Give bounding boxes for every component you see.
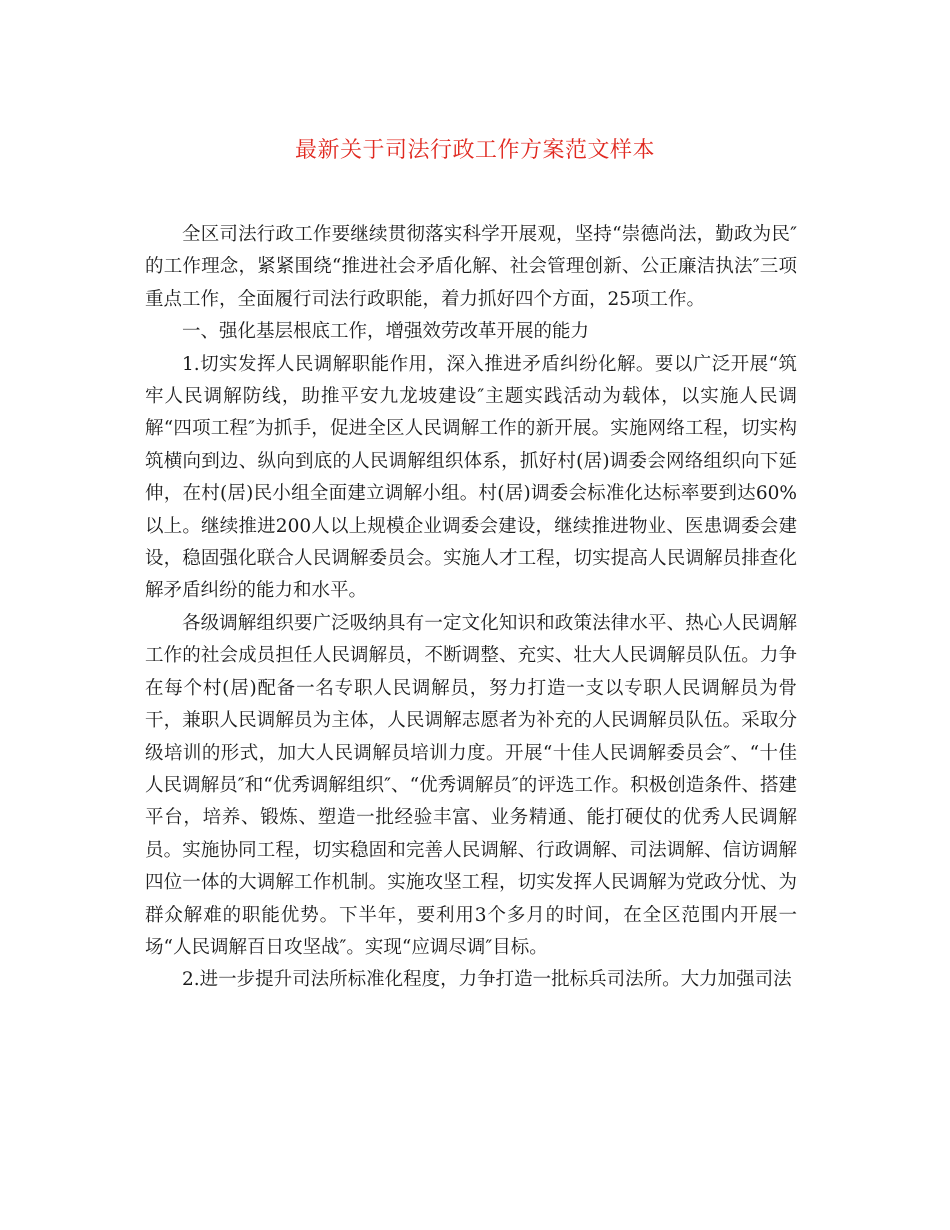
paragraph-item-1: 1.切实发挥人民调解职能作用，深入推进矛盾纠纷化解。要以广泛开展“筑牢人民调解防线，助推平安九龙坡建设″主题实践活动为载体，以实施人民调解“四项工程″为抓手，促进全区人民调解工作的新开展。实施网络工程，切实构筑横向到边、纵向到底的人民调解组织体系，抓好村(居)调委会网络组织向下延伸，在村(居)民小组全面建立调解小组。村(居)调委会标准化达标率要到达60%以上。继续推进200人以上规模企业调委会建设，继续推进物业、医患调委会建设，稳固强化联合人民调解委员会。实施人才工程，切实提高人民调解员排查化解矛盾纠纷的能力和水平。: [145, 353, 797, 602]
paragraph-intro: 全区司法行政工作要继续贯彻落实科学开展观，坚持“崇德尚法，勤政为民″的工作理念，紧紧围绕“推进社会矛盾化解、社会管理创新、公正廉洁执法″三项重点工作，全面履行司法行政职能，着力抓好四个方面，25项工作。: [145, 224, 797, 310]
document-title: 最新关于司法行政工作方案范文样本: [294, 138, 655, 163]
paragraph-item-2: 2.进一步提升司法所标准化程度，力争打造一批标兵司法所。大力加强司法: [182, 969, 792, 991]
document-body: [145, 219, 797, 997]
paragraph-mediators: 各级调解组织要广泛吸纳具有一定文化知识和政策法律水平、热心人民调解工作的社会成员担任人民调解员，不断调整、充实、壮大人民调解员队伍。力争在每个村(居)配备一名专职人民调解员，努力打造一支以专职人民调解员为骨干，兼职人民调解员为主体，人民调解志愿者为补充的人民调解员队伍。采取分级培训的形式，加大人民调解员培训力度。开展“十佳人民调解委员会″、“十佳人民调解员″和“优秀调解组织″、“优秀调解员″的评选工作。积极创造条件、搭建平台，培养、锻炼、塑造一批经验丰富、业务精通、能打硬仗的优秀人民调解员。实施协同工程，切实稳固和完善人民调解、行政调解、司法调解、信访调解四位一体的大调解工作机制。实施攻坚工程，切实发挥人民调解为党政分忧、为群众解难的职能优势。下半年，要利用3个多月的时间，在全区范围内开展一场“人民调解百日攻坚战″。实现“应调尽调″目标。: [145, 612, 797, 958]
section-heading: 一、强化基层根底工作，增强效劳改革开展的能力: [182, 321, 590, 343]
